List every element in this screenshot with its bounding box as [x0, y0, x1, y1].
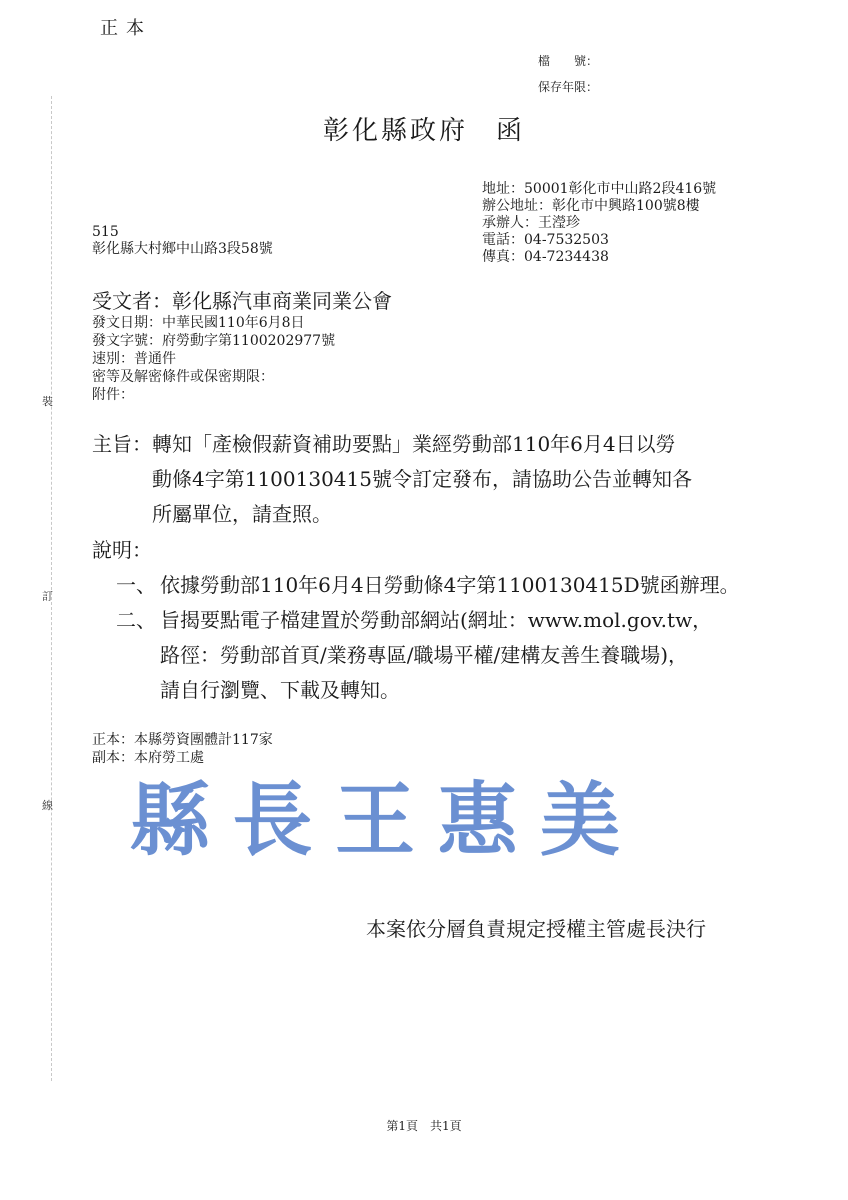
sender-phone: 電話：04-7532503 — [482, 232, 609, 248]
subject-label: 主旨： — [92, 432, 152, 456]
explanation-item-1-num: 一、 — [116, 573, 156, 597]
file-number-label: 檔 號： — [538, 54, 599, 68]
explanation-line: 請自行瀏覽、下載及轉知。 — [160, 678, 400, 702]
delivery-speed: 速別：普通件 — [92, 351, 176, 367]
subject-line: 轉知「產檢假薪資補助要點」業經勞動部110年6月4日以勞 — [152, 432, 676, 456]
issue-date: 發文日期：中華民國110年6月8日 — [92, 315, 305, 331]
sender-address: 地址：50001彰化市中山路2段416號 — [482, 181, 717, 197]
page-footer: 第1頁 共1頁 — [386, 1119, 462, 1133]
doc-meta — [92, 314, 335, 404]
explanation-item-2-num: 二、 — [116, 608, 156, 632]
attachment: 附件： — [92, 387, 134, 403]
signature-char: 美 — [540, 773, 620, 867]
signature-char: 惠 — [437, 773, 518, 867]
distribution — [92, 731, 273, 767]
secrecy: 密等及解密條件或保密期限： — [92, 369, 274, 385]
signature-char: 縣 — [130, 773, 210, 867]
recipient-address — [92, 224, 273, 258]
explanation-line: 旨揭要點電子檔建置於勞動部網站(網址：www.mol.gov.tw， — [160, 608, 713, 632]
distribution-main: 正本：本縣勞資團體計117家 — [92, 732, 273, 748]
document-type: 函 — [496, 116, 526, 146]
sender-office: 辦公地址：彰化市中興路100號8樓 — [482, 198, 700, 214]
signature-char: 王 — [335, 773, 415, 867]
authorization-note: 本案依分層負責規定授權主管處長決行 — [366, 917, 706, 941]
issue-number: 發文字號：府勞動字第1100202977號 — [92, 333, 336, 349]
explanation-item-2 — [160, 603, 712, 708]
signature-stamp — [130, 770, 620, 870]
recipient-street: 彰化縣大村鄉中山路3段58號 — [92, 241, 273, 257]
retention-label: 保存年限： — [538, 80, 599, 94]
signature-char: 長 — [232, 773, 313, 867]
explanation-line: 路徑：勞動部首頁/業務專區/職場平權/建構友善生養職場)， — [160, 643, 689, 667]
sender-handler: 承辦人：王瀅珍 — [482, 215, 580, 231]
binding-mark-xian: 線 — [42, 799, 53, 812]
issuer-name: 彰化縣政府 — [322, 116, 468, 146]
subject-line: 動條4字第1100130415號令訂定發布，請協助公告並轉知各 — [152, 467, 692, 491]
explanation-item-1 — [160, 568, 740, 603]
sender-fax: 傳真：04-7234438 — [482, 249, 609, 265]
explanation-line: 依據勞動部110年6月4日勞動條4字第1100130415D號函辦理。 — [160, 573, 740, 597]
binding-mark-ding: 訂 — [42, 590, 53, 603]
document-title — [0, 110, 848, 147]
binding-mark-zhuang: 裝 — [42, 395, 53, 408]
subject-line: 所屬單位，請查照。 — [152, 502, 332, 526]
explanation-label: 說明： — [92, 538, 152, 562]
recipient-postal: 515 — [92, 224, 119, 240]
recipient: 受文者：彰化縣汽車商業同業公會 — [92, 289, 392, 313]
subject-text — [152, 427, 692, 532]
distribution-copy: 副本：本府勞工處 — [92, 750, 204, 766]
sender-block — [482, 181, 716, 266]
copy-label: 正本 — [100, 18, 152, 39]
